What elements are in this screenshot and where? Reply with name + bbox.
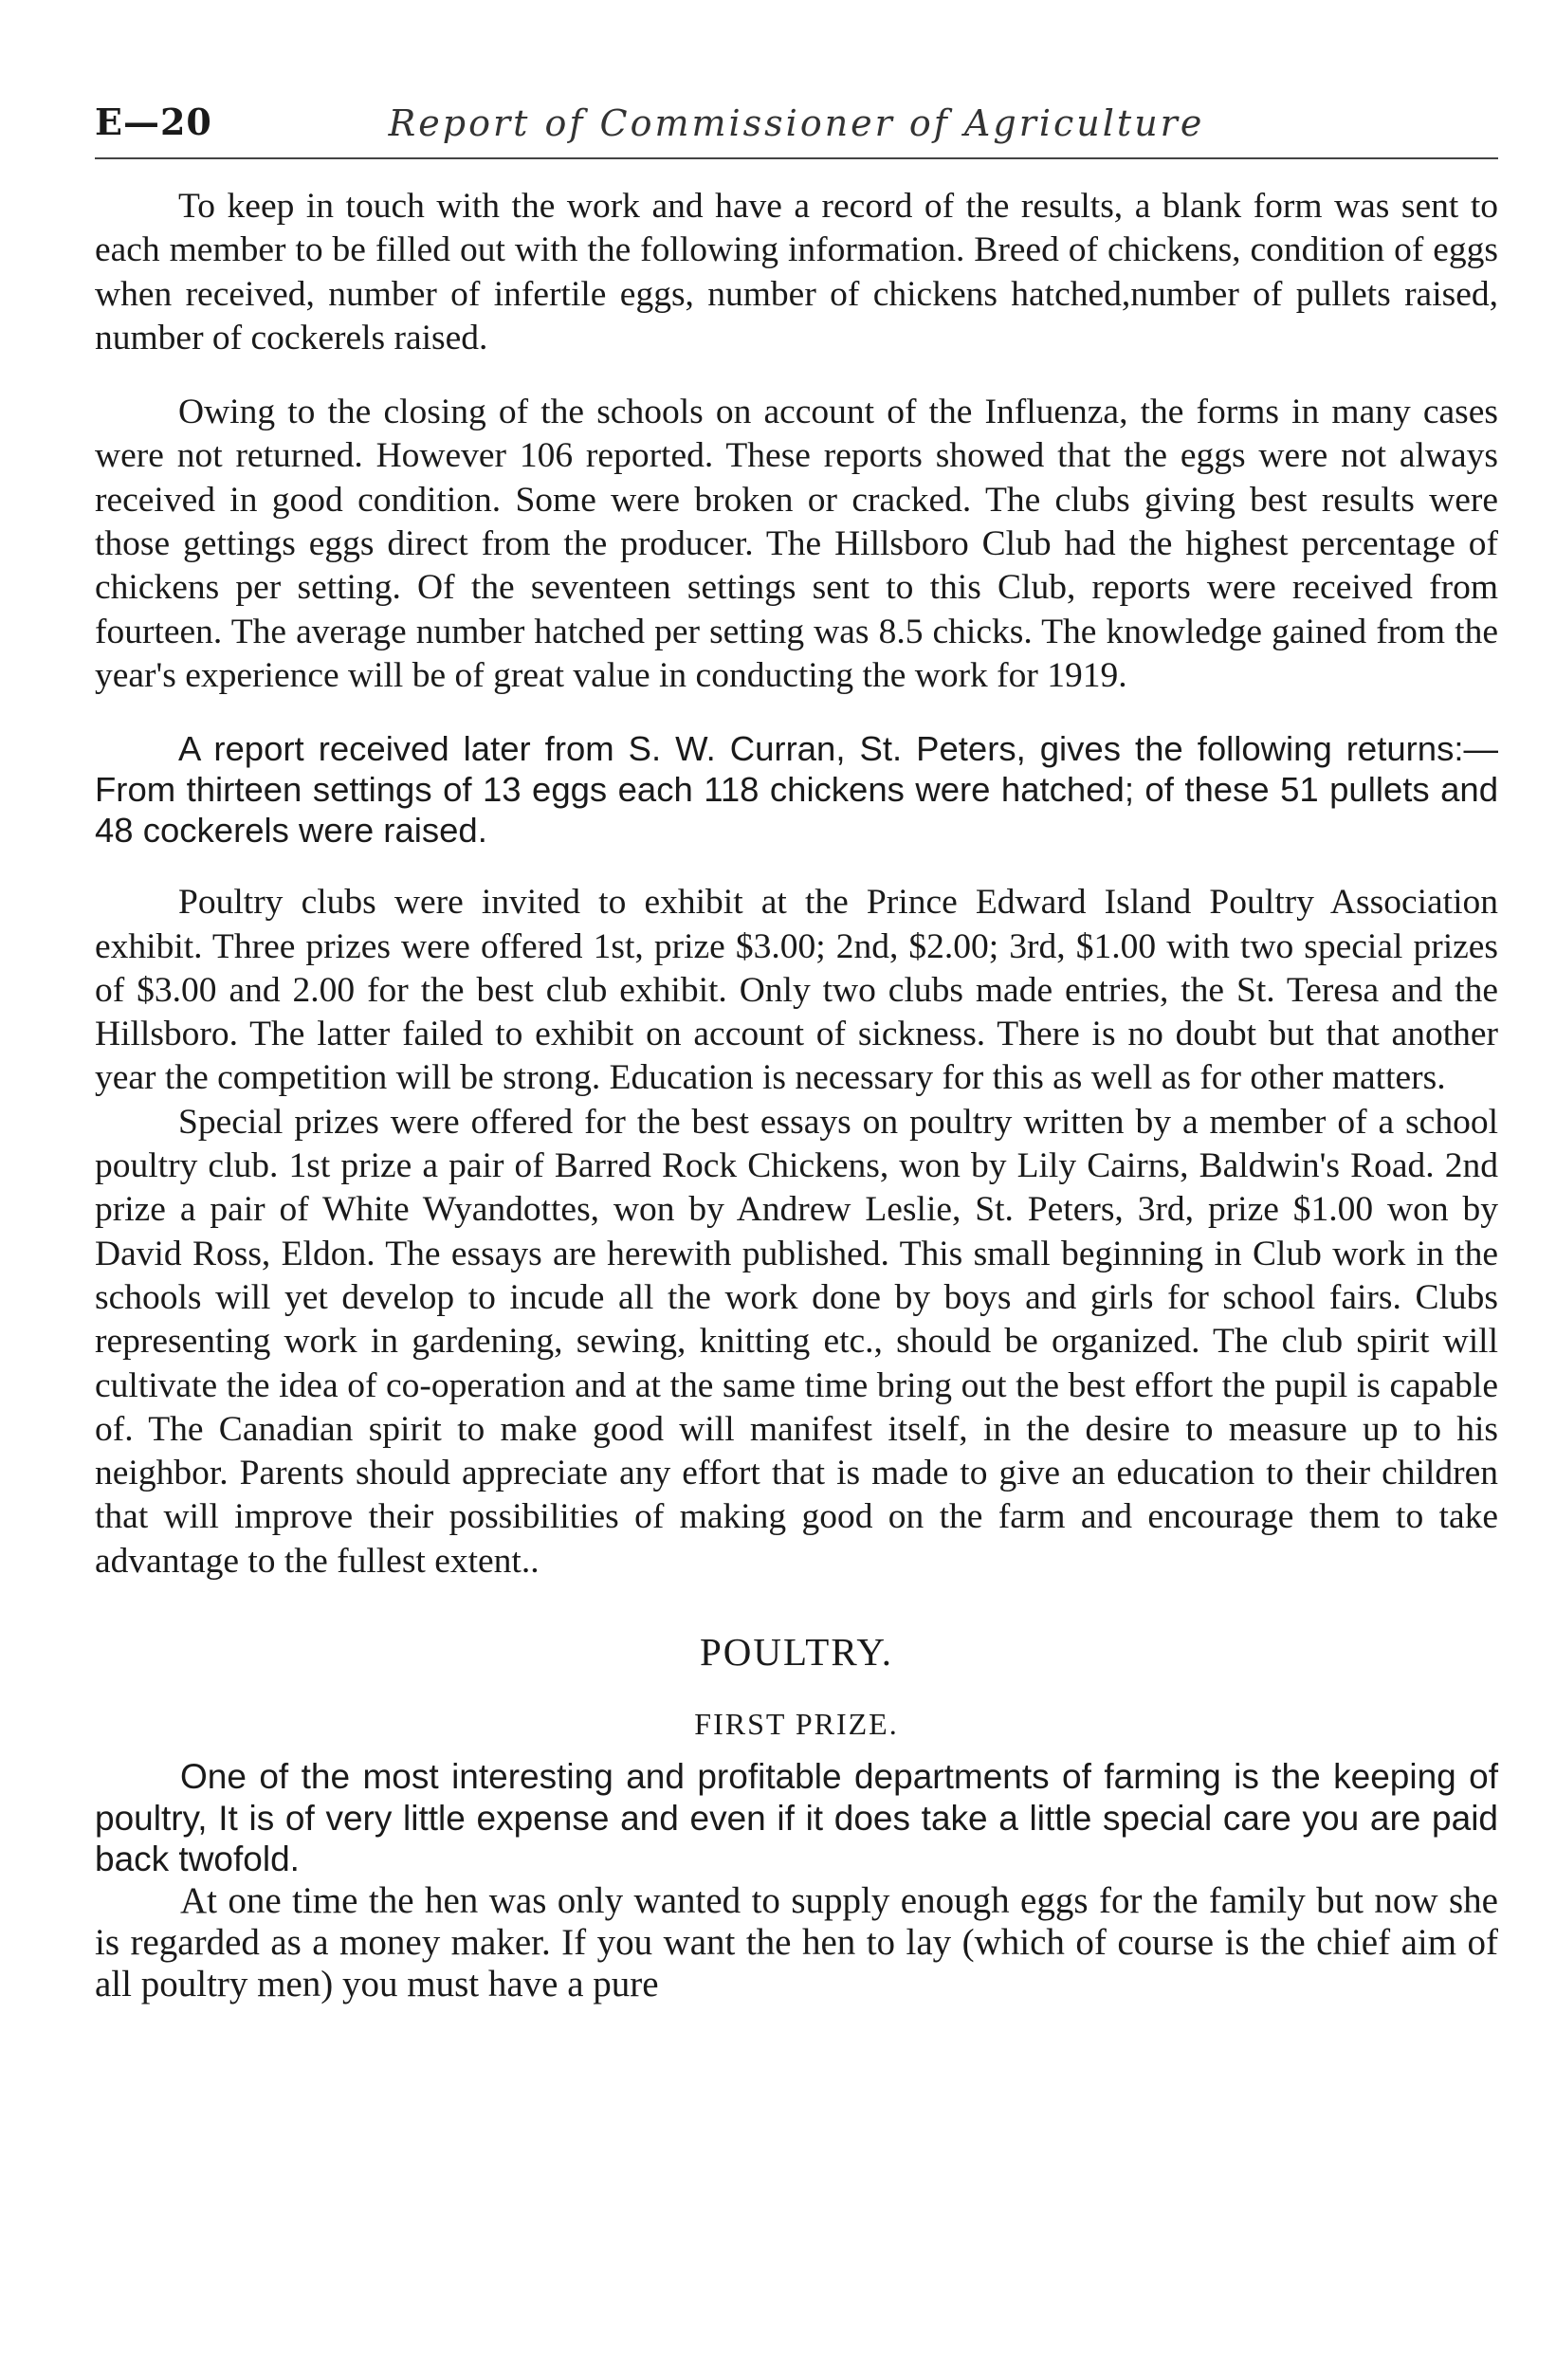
paragraph-essay-prizes: Special prizes were offered for the best essays on poultry written by a member of a school poultry club. 1st prize a pair of Barred Rock Chickens, won by Lily Cairns, Baldwin's Road. 2nd prize a pair of White Wyandottes, won by Andrew Leslie, St. Peters, 3rd, prize $1.00 won by David Ross, Eldon. The essays are herewith published. This small beginning in Club work in the schools will yet develop to incude all the work done by boys and girls for school fairs. Clubs representing work in gardening, sewing, knitting etc., should be organized. The club spirit will cultivate the idea of co-operation and at the same time bring out the best effort the pupil is capable of. The Canadian spirit to make good will manifest itself, in the desire to measure up to his neighbor. Parents should appreciate any effort that is made to give an education to their children that will improve their possibilities of making good on the farm and encourage them to take advantage to the fullest extent.. <box>95 1102 1498 1581</box>
essay-paragraph-2: At one time the hen was only wanted to supply enough eggs for the family but now she is regarded as a money maker. If you want the hen to lay (which of course is the chief aim of all poultry men) you must have a pure <box>95 1879 1498 2005</box>
page-header <box>95 101 1498 148</box>
running-title: Report of Commissioner of Agriculture <box>388 102 1205 144</box>
essay-subtitle: FIRST PRIZE. <box>694 1707 899 1742</box>
paragraph-influenza: Owing to the closing of the schools on account of the Influenza, the forms in many cases were not returned. However 106 reported. These reports showed that the eggs were not always received in good condition. Some were broken or cracked. The clubs giving best results were those gettings eggs direct from the producer. The Hillsboro Club had the highest percentage of chickens per setting. Of the seventeen settings sent to this Club, reports were received from fourteen. The average number hatched per setting was 8.5 chicks. The knowledge gained from the year's experience will be of great value in conducting the work for 1919. <box>95 393 1498 695</box>
paragraph-poultry-exhibit: Poultry clubs were invited to exhibit at the Prince Edward Island Poultry Association exhibit. Three prizes were offered 1st, prize $3.00; 2nd, $2.00; 3rd, $1.00 with two special prizes of $3.00 and 2.00 for the best club exhibit. Only two clubs made entries, the St. Teresa and the Hillsboro. The latter failed to exhibit on account of sickness. There is no doubt but that another year the competition will be strong. Education is necessary for this as well as for other matters. <box>95 883 1498 1098</box>
essay-paragraph-1: One of the most interesting and profitable departments of farming is the keeping of poultry, It is of very little expense and even if it does take a little special care you are paid back twofold. <box>95 1757 1498 1879</box>
body-text <box>95 185 1498 2005</box>
paragraph-curran-report: A report received later from S. W. Curran, St. Peters, gives the following returns:—From thirteen settings of 13 eggs each 118 chickens were hatched; of these 51 pullets and 48 cockerels were raised. <box>95 729 1498 851</box>
header-rule <box>95 157 1498 159</box>
essay-title: POULTRY. <box>699 1630 893 1675</box>
paragraph-record-form: To keep in touch with the work and have a record of the results, a blank form was sent to each member to be filled out with the following information. Breed of chickens, condition of eggs when received, number of infertile eggs, number of chickens hatched,number of pullets raised, number of cockerels raised. <box>95 187 1498 357</box>
page-number: E—20 <box>95 101 212 143</box>
